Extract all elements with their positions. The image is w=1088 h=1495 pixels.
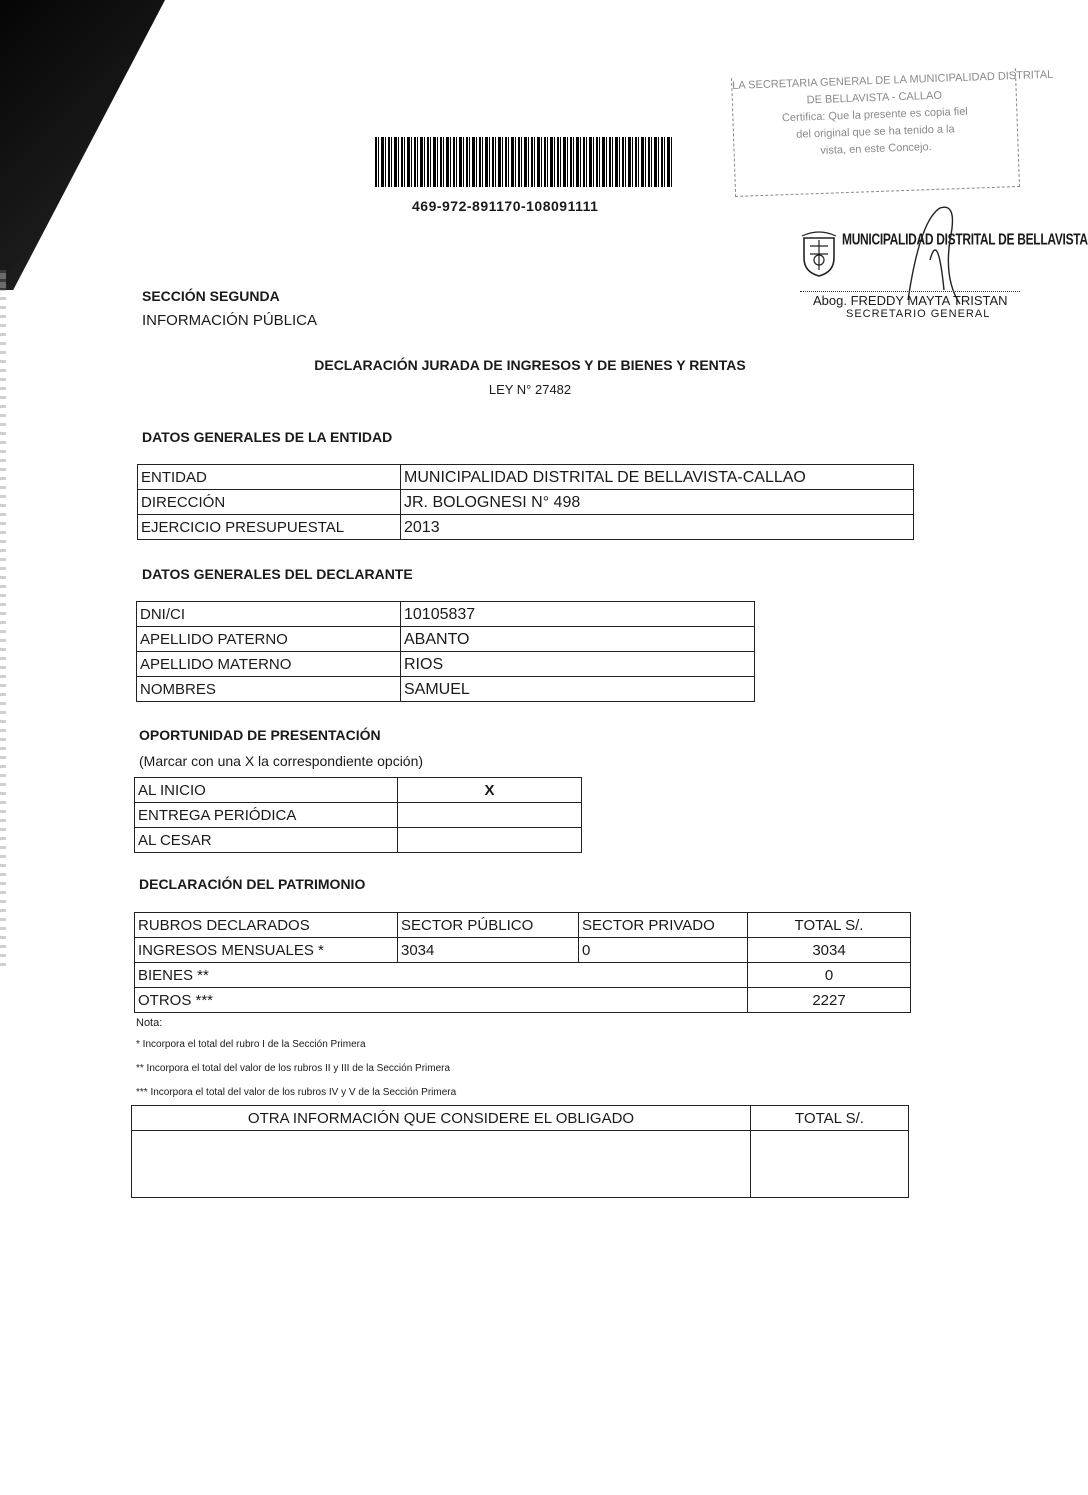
barcode-number: 469-972-891170-108091111 xyxy=(412,198,599,214)
column-header: SECTOR PÚBLICO xyxy=(398,913,579,938)
declarant-label: APELLIDO MATERNO xyxy=(137,652,401,677)
law-number: LEY N° 27482 xyxy=(488,382,572,397)
entity-label: DIRECCIÓN xyxy=(138,490,401,515)
stamp-line: Certifica: Que la presente es copia fiel xyxy=(781,105,968,125)
table-row xyxy=(138,465,914,490)
stamp-line: DE BELLAVISTA - CALLAO xyxy=(806,89,943,107)
declarant-label: NOMBRES xyxy=(137,677,401,702)
table-row xyxy=(137,652,755,677)
opportunity-table xyxy=(134,777,582,853)
other-info-total xyxy=(751,1131,909,1198)
entity-label: EJERCICIO PRESUPUESTAL xyxy=(138,515,401,540)
section-subtitle: INFORMACIÓN PÚBLICA xyxy=(142,312,318,329)
table-row xyxy=(135,913,911,938)
table-row xyxy=(135,938,911,963)
declarant-label: APELLIDO PATERNO xyxy=(137,627,401,652)
column-header: SECTOR PRIVADO xyxy=(579,913,748,938)
income-label: INGRESOS MENSUALES * xyxy=(135,938,398,963)
declarant-value: SAMUEL xyxy=(401,677,755,702)
declarant-label: DNI/CI xyxy=(137,602,401,627)
entity-value: JR. BOLOGNESI N° 498 xyxy=(401,490,914,515)
table-row xyxy=(138,515,914,540)
document-title: DECLARACIÓN JURADA DE INGRESOS Y DE BIENES Y RENTAS xyxy=(314,357,746,373)
opportunity-heading: OPORTUNIDAD DE PRESENTACIÓN xyxy=(139,727,381,743)
table-row xyxy=(137,677,755,702)
table-row xyxy=(135,828,582,853)
declarant-value: RIOS xyxy=(401,652,755,677)
entity-table xyxy=(137,464,914,540)
entity-heading: DATOS GENERALES DE LA ENTIDAD xyxy=(142,429,393,445)
other-info-content xyxy=(132,1131,751,1198)
stamp-line: LA SECRETARIA GENERAL DE LA MUNICIPALIDAD DISTRITAL xyxy=(732,68,1054,92)
income-public: 3034 xyxy=(398,938,579,963)
patrimony-table xyxy=(134,912,911,1013)
signatory-name: Abog. FREDDY MAYTA TRISTAN xyxy=(813,293,1008,308)
other-info-total-header: TOTAL S/. xyxy=(751,1106,909,1131)
stamp-line: vista, en este Concejo. xyxy=(820,141,932,157)
declarant-heading: DATOS GENERALES DEL DECLARANTE xyxy=(142,566,413,582)
opportunity-label: AL INICIO xyxy=(135,778,398,803)
footnote: *** Incorpora el total del valor de los rubros IV y V de la Sección Primera xyxy=(136,1087,457,1098)
opportunity-mark: X xyxy=(398,778,582,803)
declarant-value: ABANTO xyxy=(401,627,755,652)
table-row xyxy=(138,490,914,515)
note-label: Nota: xyxy=(136,1017,163,1029)
opportunity-mark xyxy=(398,803,582,828)
income-total: 3034 xyxy=(748,938,911,963)
table-row xyxy=(137,627,755,652)
section-title: SECCIÓN SEGUNDA xyxy=(142,288,280,304)
barcode xyxy=(375,137,673,187)
table-row xyxy=(137,602,755,627)
opportunity-label: ENTREGA PERIÓDICA xyxy=(135,803,398,828)
column-header: TOTAL S/. xyxy=(748,913,911,938)
other-info-header: OTRA INFORMACIÓN QUE CONSIDERE EL OBLIGADO xyxy=(132,1106,751,1131)
footnote: ** Incorpora el total del valor de los rubros II y III de la Sección Primera xyxy=(136,1063,451,1074)
table-row xyxy=(135,803,582,828)
assets-total: 0 xyxy=(748,963,911,988)
declarant-table xyxy=(136,601,755,702)
entity-label: ENTIDAD xyxy=(138,465,401,490)
table-row xyxy=(132,1106,909,1131)
table-row xyxy=(135,988,911,1013)
footnote: * Incorpora el total del rubro I de la Sección Primera xyxy=(136,1039,366,1050)
opportunity-mark xyxy=(398,828,582,853)
other-info-table xyxy=(131,1105,909,1198)
assets-label: BIENES ** xyxy=(135,963,748,988)
column-header: RUBROS DECLARADOS xyxy=(135,913,398,938)
table-row xyxy=(132,1131,909,1198)
others-label: OTROS *** xyxy=(135,988,748,1013)
others-total: 2227 xyxy=(748,988,911,1013)
opportunity-label: AL CESAR xyxy=(135,828,398,853)
opportunity-instruction: (Marcar con una X la correspondiente opción) xyxy=(139,753,424,769)
entity-value: 2013 xyxy=(401,515,914,540)
table-row xyxy=(135,963,911,988)
scan-edge-noise xyxy=(0,270,6,970)
seal-institution: MUNICIPALIDAD DISTRITAL DE BELLAVISTA xyxy=(842,230,1088,249)
signature-line xyxy=(800,291,1020,292)
coat-of-arms-icon xyxy=(800,232,838,278)
entity-value: MUNICIPALIDAD DISTRITAL DE BELLAVISTA-CALLAO xyxy=(401,465,914,490)
declarant-value: 10105837 xyxy=(401,602,755,627)
signatory-title: SECRETARIO GENERAL xyxy=(846,308,991,320)
table-row xyxy=(135,778,582,803)
income-private: 0 xyxy=(579,938,748,963)
patrimony-heading: DECLARACIÓN DEL PATRIMONIO xyxy=(139,876,366,892)
stamp-line: del original que se ha tenido a la xyxy=(796,123,955,141)
certification-stamp xyxy=(731,68,1054,197)
scan-shadow-corner xyxy=(0,0,165,290)
